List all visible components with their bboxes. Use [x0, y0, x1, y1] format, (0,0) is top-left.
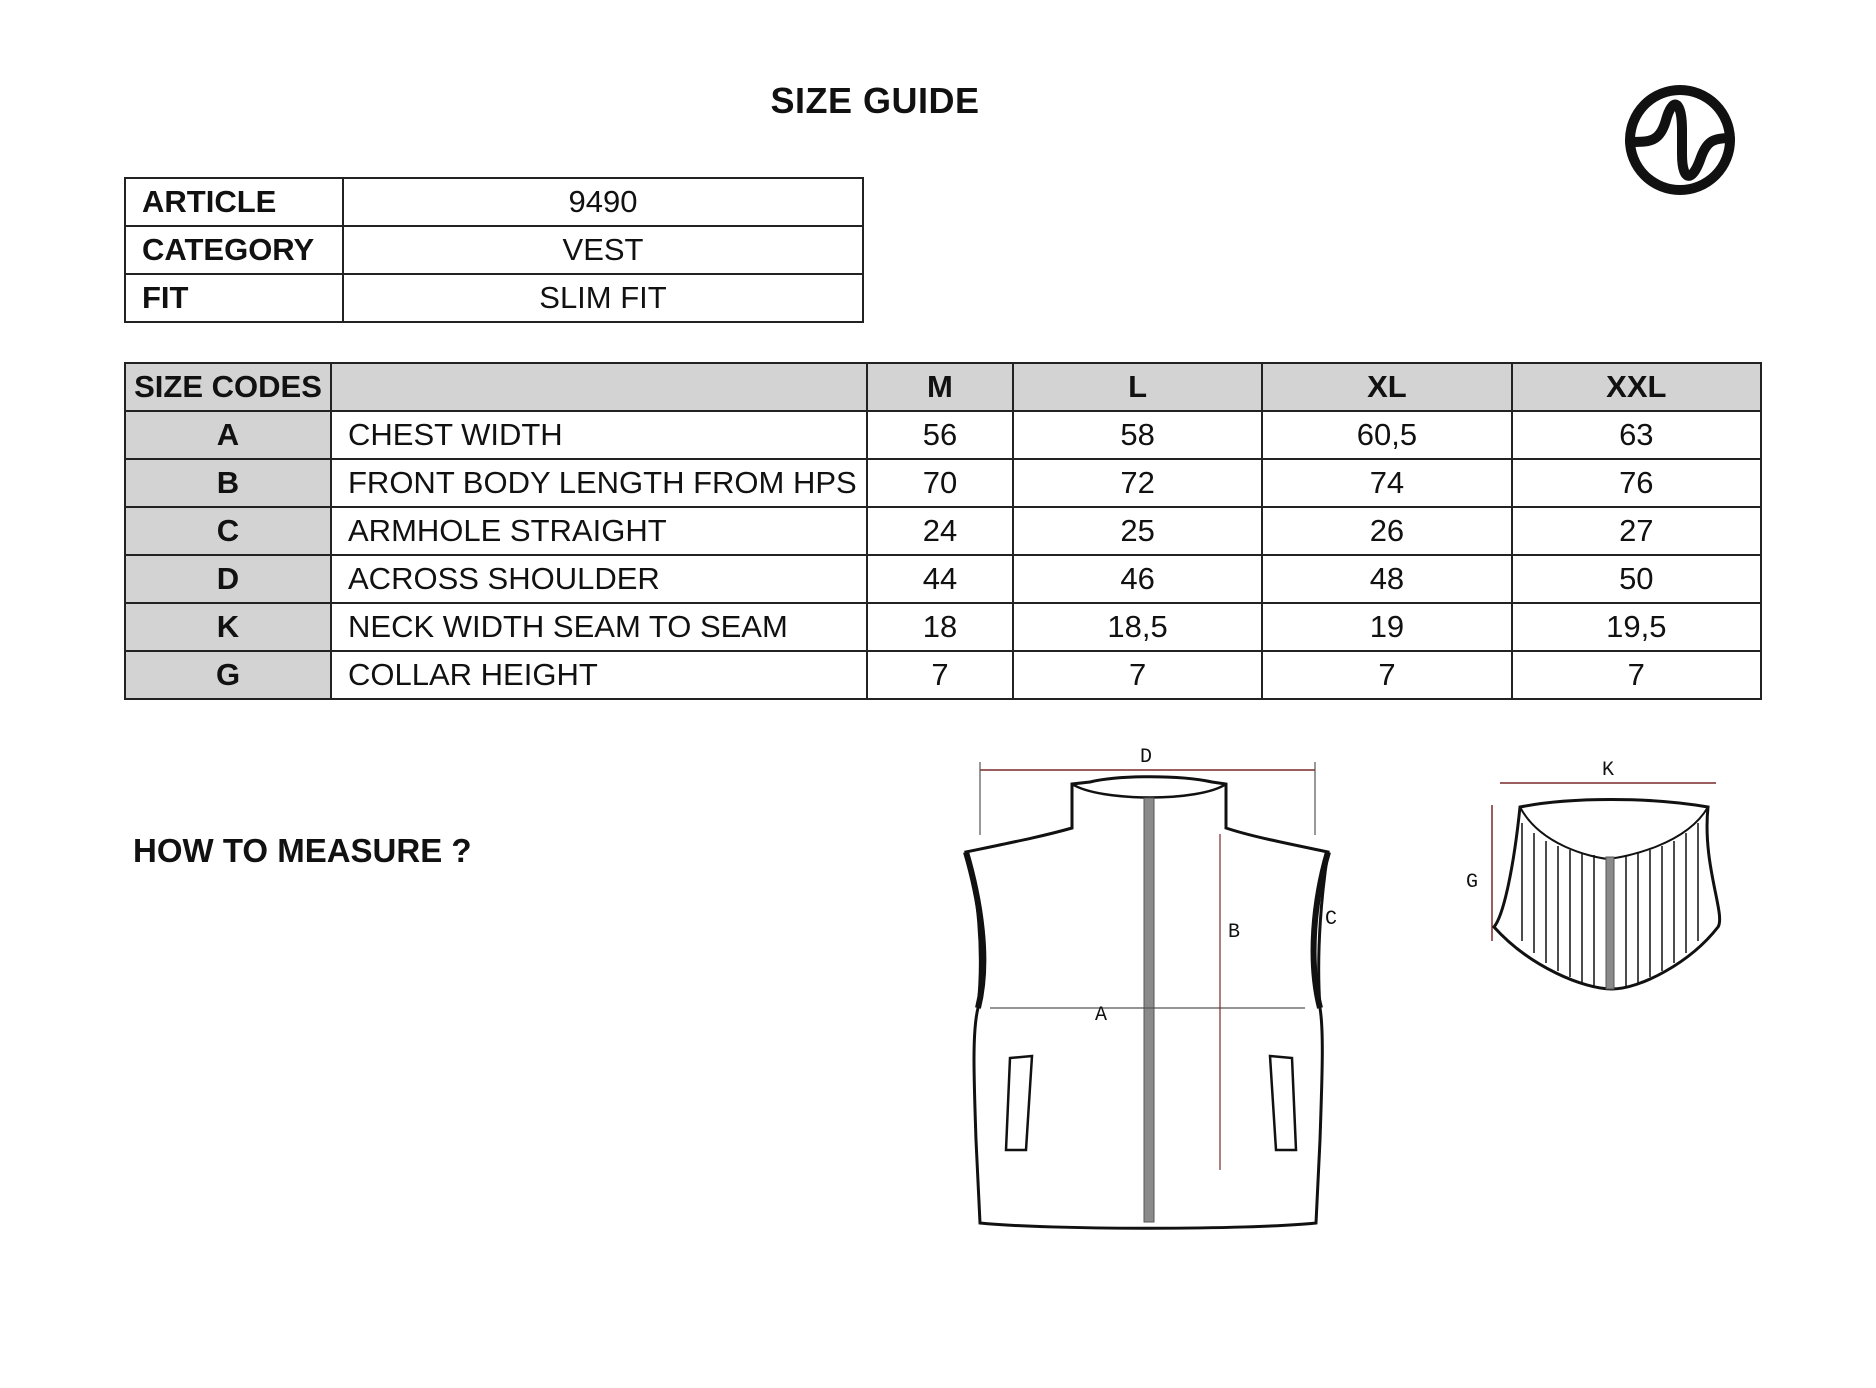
measure-value: 18	[867, 603, 1013, 651]
article-info-table	[124, 177, 864, 323]
measure-value: 26	[1262, 507, 1511, 555]
measure-value: 50	[1512, 555, 1761, 603]
measure-description: COLLAR HEIGHT	[331, 651, 867, 699]
description-header	[331, 363, 867, 411]
measure-description: ARMHOLE STRAIGHT	[331, 507, 867, 555]
size-header-xxl: XXL	[1512, 363, 1761, 411]
size-code: A	[125, 411, 331, 459]
measure-value: 27	[1512, 507, 1761, 555]
size-header-xl: XL	[1262, 363, 1511, 411]
measure-value: 7	[1512, 651, 1761, 699]
measure-value: 7	[1013, 651, 1262, 699]
table-row	[125, 411, 1761, 459]
measure-value: 44	[867, 555, 1013, 603]
measure-value: 63	[1512, 411, 1761, 459]
table-row	[125, 603, 1761, 651]
page-title: SIZE GUIDE	[770, 80, 980, 121]
measure-value: 48	[1262, 555, 1511, 603]
label-k: K	[1602, 759, 1615, 782]
label-g: G	[1466, 871, 1479, 894]
info-label: FIT	[125, 274, 343, 322]
size-chart-table	[124, 362, 1762, 700]
table-row	[125, 459, 1761, 507]
info-value: VEST	[343, 226, 863, 274]
label-b: B	[1228, 921, 1241, 944]
measure-description: ACROSS SHOULDER	[331, 555, 867, 603]
measure-value: 18,5	[1013, 603, 1262, 651]
wave-circle-logo-icon	[1620, 80, 1740, 200]
vest-diagram	[950, 740, 1350, 1240]
size-header-row	[125, 363, 1761, 411]
info-row	[125, 226, 863, 274]
measure-value: 58	[1013, 411, 1262, 459]
measure-value: 74	[1262, 459, 1511, 507]
measure-description: NECK WIDTH SEAM TO SEAM	[331, 603, 867, 651]
size-code: D	[125, 555, 331, 603]
measure-value: 46	[1013, 555, 1262, 603]
measure-value: 7	[867, 651, 1013, 699]
measure-value: 72	[1013, 459, 1262, 507]
measure-value: 24	[867, 507, 1013, 555]
label-c: C	[1325, 908, 1338, 931]
measure-value: 56	[867, 411, 1013, 459]
collar-diagram	[1450, 745, 1730, 1005]
size-header-l: L	[1013, 363, 1262, 411]
measure-value: 19,5	[1512, 603, 1761, 651]
measure-description: CHEST WIDTH	[331, 411, 867, 459]
label-a: A	[1095, 1004, 1108, 1027]
measure-value: 70	[867, 459, 1013, 507]
measure-description: FRONT BODY LENGTH FROM HPS	[331, 459, 867, 507]
measure-value: 7	[1262, 651, 1511, 699]
info-row	[125, 178, 863, 226]
size-header-m: M	[867, 363, 1013, 411]
table-row	[125, 651, 1761, 699]
size-code: G	[125, 651, 331, 699]
size-code: C	[125, 507, 331, 555]
measure-value: 19	[1262, 603, 1511, 651]
info-value: 9490	[343, 178, 863, 226]
size-codes-header: SIZE CODES	[125, 363, 331, 411]
info-label: CATEGORY	[125, 226, 343, 274]
how-to-measure-heading: HOW TO MEASURE ?	[133, 832, 472, 869]
info-value: SLIM FIT	[343, 274, 863, 322]
info-row	[125, 274, 863, 322]
size-code: B	[125, 459, 331, 507]
size-code: K	[125, 603, 331, 651]
table-row	[125, 507, 1761, 555]
measure-value: 60,5	[1262, 411, 1511, 459]
info-label: ARTICLE	[125, 178, 343, 226]
measure-value: 25	[1013, 507, 1262, 555]
measure-value: 76	[1512, 459, 1761, 507]
table-row	[125, 555, 1761, 603]
label-d: D	[1140, 746, 1153, 769]
